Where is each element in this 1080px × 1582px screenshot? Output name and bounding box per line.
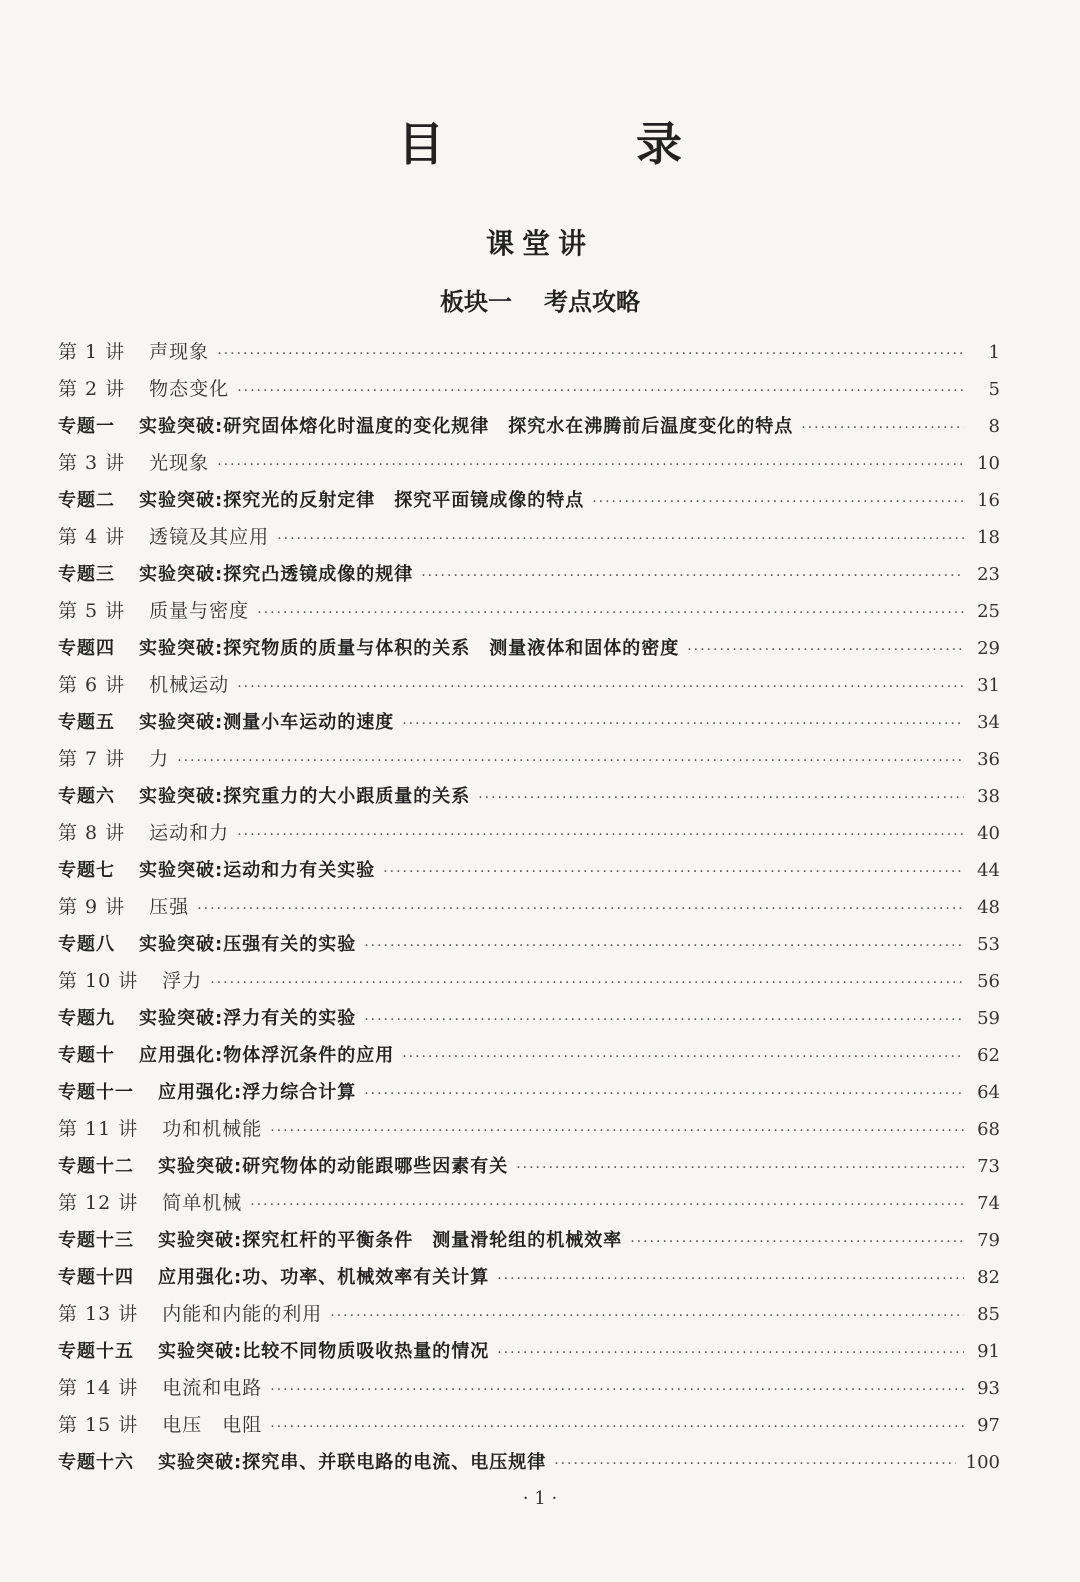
toc-entry-title: 实验突破:比较不同物质吸收热量的情况 (158, 1341, 490, 1362)
toc-entry-title: 实验突破:研究固体熔化时温度的变化规律 探究水在沸腾前后温度变化的特点 (139, 416, 794, 437)
toc-entry[interactable] (58, 852, 1000, 889)
toc-entry-number: 专题十六 (58, 1452, 134, 1473)
toc-entry-number: 专题二 (58, 490, 115, 511)
toc-entry-number: 第 9 讲 (58, 896, 126, 918)
toc-entry[interactable] (58, 630, 1000, 667)
toc-entry-number: 第 12 讲 (58, 1192, 139, 1214)
toc-entry-title: 应用强化:物体浮沉条件的应用 (139, 1045, 395, 1066)
dot-leader (217, 336, 964, 373)
block-label: 板块一 (440, 288, 512, 316)
toc-entry-page: 74 (977, 1193, 1000, 1214)
toc-entry-page: 91 (977, 1341, 1000, 1362)
toc-entry[interactable] (58, 815, 1000, 852)
dot-leader (237, 817, 964, 854)
toc-entry-title: 实验突破:运动和力有关实验 (139, 860, 376, 881)
toc-entry[interactable] (58, 1074, 1000, 1111)
toc-entry-title: 实验突破:探究杠杆的平衡条件 测量滑轮组的机械效率 (158, 1230, 623, 1251)
toc-entry-title: 电流和电路 (162, 1377, 263, 1399)
block-heading (0, 282, 1080, 317)
toc-entry-page: 10 (977, 453, 1000, 474)
dot-leader (177, 743, 964, 780)
toc-entry-number: 专题六 (58, 786, 115, 807)
toc-entry[interactable] (58, 778, 1000, 815)
toc-entry-title: 实验突破:探究串、并联电路的电流、电压规律 (158, 1452, 547, 1473)
toc-entry-title: 应用强化:浮力综合计算 (158, 1082, 357, 1103)
toc-entry[interactable] (58, 1296, 1000, 1333)
toc-entry-title: 力 (149, 748, 170, 770)
toc-entry-number: 第 14 讲 (58, 1377, 139, 1399)
dot-leader (270, 1372, 964, 1409)
toc-entry-number: 第 2 讲 (58, 378, 126, 400)
toc-entry[interactable] (58, 1222, 1000, 1259)
toc-entry-page: 53 (977, 934, 1000, 955)
dot-leader (383, 854, 964, 891)
toc-entry-title: 机械运动 (149, 674, 230, 696)
toc-entry-page: 25 (977, 601, 1000, 622)
dot-leader (402, 706, 964, 743)
toc-entry-title: 实验突破:探究光的反射定律 探究平面镜成像的特点 (139, 490, 585, 511)
toc-entry-number: 专题十 (58, 1045, 115, 1066)
toc-entry-page: 36 (977, 749, 1000, 770)
toc-entry[interactable] (58, 741, 1000, 778)
toc-entry-title: 实验突破:探究重力的大小跟质量的关系 (139, 786, 471, 807)
toc-entry[interactable] (58, 445, 1000, 482)
dot-leader (270, 1409, 964, 1446)
toc-entry-number: 专题十一 (58, 1082, 134, 1103)
dot-leader (237, 373, 964, 410)
toc-entry[interactable] (58, 1185, 1000, 1222)
toc-entry-title: 内能和内能的利用 (162, 1303, 323, 1325)
toc-entry[interactable] (58, 593, 1000, 630)
dot-leader (801, 410, 964, 447)
dot-leader (554, 1446, 955, 1483)
toc-entry-number: 第 8 讲 (58, 822, 126, 844)
toc-entry[interactable] (58, 1444, 1000, 1481)
toc-entry-title: 浮力 (162, 970, 203, 992)
toc-entry[interactable] (58, 926, 1000, 963)
toc-entry-page: 59 (977, 1008, 1000, 1029)
dot-leader (237, 669, 964, 706)
dot-leader (257, 595, 964, 632)
toc-entry-number: 第 5 讲 (58, 600, 126, 622)
dot-leader (364, 1076, 964, 1113)
toc-entry-page: 62 (977, 1045, 1000, 1066)
toc-entry-page: 97 (977, 1415, 1000, 1436)
toc-entry[interactable] (58, 1111, 1000, 1148)
dot-leader (478, 780, 964, 817)
toc-entry[interactable] (58, 519, 1000, 556)
toc-entry-page: 38 (977, 786, 1000, 807)
toc-entry-page: 18 (977, 527, 1000, 548)
toc-entry-page: 44 (977, 860, 1000, 881)
toc-entry-page: 1 (988, 342, 1000, 363)
toc-entry-title: 实验突破:浮力有关的实验 (139, 1008, 357, 1029)
toc-entry-title: 功和机械能 (162, 1118, 263, 1140)
block-name: 考点攻略 (544, 288, 640, 316)
toc-entry-title: 压强 (149, 896, 190, 918)
toc-entry-page: 48 (977, 897, 1000, 918)
dot-leader (421, 558, 964, 595)
toc-entry-number: 第 7 讲 (58, 748, 126, 770)
toc-entry-page: 31 (977, 675, 1000, 696)
toc-entry-title: 电压 电阻 (162, 1414, 263, 1436)
toc-entry-number: 专题七 (58, 860, 115, 881)
toc-entry-number: 专题十三 (58, 1230, 134, 1251)
toc-entry-number: 第 6 讲 (58, 674, 126, 696)
toc-entry-page: 16 (977, 490, 1000, 511)
toc-entry-page: 73 (977, 1156, 1000, 1177)
toc-entry-number: 专题九 (58, 1008, 115, 1029)
toc-entry[interactable] (58, 667, 1000, 704)
toc-entry-title: 透镜及其应用 (149, 526, 270, 548)
toc-entry-page: 79 (977, 1230, 1000, 1251)
toc-entry[interactable] (58, 334, 1000, 371)
dot-leader (217, 447, 964, 484)
toc-entry-page: 93 (977, 1378, 1000, 1399)
toc-entry-title: 实验突破:研究物体的动能跟哪些因素有关 (158, 1156, 509, 1177)
dot-leader (250, 1187, 964, 1224)
toc-entry[interactable] (58, 556, 1000, 593)
toc-entry-page: 34 (977, 712, 1000, 733)
toc-entry-page: 40 (977, 823, 1000, 844)
dot-leader (630, 1224, 964, 1261)
dot-leader (197, 891, 964, 928)
toc-entry-title: 实验突破:压强有关的实验 (139, 934, 357, 955)
page-number: · 1 · (522, 1488, 558, 1509)
toc-entry-number: 专题十四 (58, 1267, 134, 1288)
toc-entry-number: 专题八 (58, 934, 115, 955)
dot-leader (330, 1298, 964, 1335)
toc-entry[interactable] (58, 963, 1000, 1000)
dot-leader (270, 1113, 964, 1150)
toc-entry[interactable] (58, 889, 1000, 926)
dot-leader (364, 928, 964, 965)
dot-leader (497, 1335, 964, 1372)
toc-entry-number: 第 11 讲 (58, 1118, 139, 1140)
toc-entry-page: 82 (977, 1267, 1000, 1288)
toc-list (58, 334, 1000, 1481)
toc-entry-number: 专题四 (58, 638, 115, 659)
toc-entry-page: 68 (977, 1119, 1000, 1140)
toc-entry[interactable] (58, 1000, 1000, 1037)
toc-entry[interactable] (58, 371, 1000, 408)
toc-entry-number: 第 3 讲 (58, 452, 126, 474)
toc-entry-title: 应用强化:功、功率、机械效率有关计算 (158, 1267, 490, 1288)
toc-entry-number: 第 1 讲 (58, 341, 126, 363)
toc-entry-page: 64 (977, 1082, 1000, 1103)
section-heading: 课堂讲 (485, 227, 594, 260)
toc-entry[interactable] (58, 1370, 1000, 1407)
toc-entry-title: 物态变化 (149, 378, 230, 400)
toc-entry[interactable] (58, 1148, 1000, 1185)
dot-leader (277, 521, 964, 558)
page-title: 目 录 (397, 117, 770, 171)
toc-entry-number: 第 13 讲 (58, 1303, 139, 1325)
toc-entry[interactable] (58, 1259, 1000, 1296)
toc-entry-page: 5 (988, 379, 1000, 400)
toc-entry-number: 第 15 讲 (58, 1414, 139, 1436)
toc-entry-number: 专题十五 (58, 1341, 134, 1362)
toc-entry[interactable] (58, 704, 1000, 741)
toc-entry-page: 23 (977, 564, 1000, 585)
toc-entry[interactable] (58, 482, 1000, 519)
toc-entry-number: 专题三 (58, 564, 115, 585)
toc-entry-title: 简单机械 (162, 1192, 243, 1214)
toc-entry-page: 8 (988, 416, 1000, 437)
toc-entry-title: 实验突破:探究凸透镜成像的规律 (139, 564, 414, 585)
toc-entry-page: 56 (977, 971, 1000, 992)
toc-entry-page: 100 (965, 1452, 1000, 1473)
toc-entry-title: 光现象 (149, 452, 210, 474)
toc-entry-number: 第 10 讲 (58, 970, 139, 992)
toc-entry-number: 第 4 讲 (58, 526, 126, 548)
toc-entry[interactable] (58, 1037, 1000, 1074)
toc-entry[interactable] (58, 408, 1000, 445)
toc-entry-title: 声现象 (149, 341, 210, 363)
toc-entry-title: 运动和力 (149, 822, 230, 844)
toc-entry-title: 质量与密度 (149, 600, 250, 622)
toc-entry[interactable] (58, 1333, 1000, 1370)
dot-leader (516, 1150, 964, 1187)
dot-leader (210, 965, 964, 1002)
toc-entry-page: 85 (977, 1304, 1000, 1325)
toc-entry-number: 专题五 (58, 712, 115, 733)
dot-leader (402, 1039, 964, 1076)
toc-entry-title: 实验突破:测量小车运动的速度 (139, 712, 395, 733)
toc-entry-number: 专题一 (58, 416, 115, 437)
toc-entry-page: 29 (977, 638, 1000, 659)
toc-entry[interactable] (58, 1407, 1000, 1444)
dot-leader (497, 1261, 964, 1298)
dot-leader (592, 484, 964, 521)
toc-entry-title: 实验突破:探究物质的质量与体积的关系 测量液体和固体的密度 (139, 638, 680, 659)
dot-leader (364, 1002, 964, 1039)
dot-leader (687, 632, 964, 669)
toc-entry-number: 专题十二 (58, 1156, 134, 1177)
